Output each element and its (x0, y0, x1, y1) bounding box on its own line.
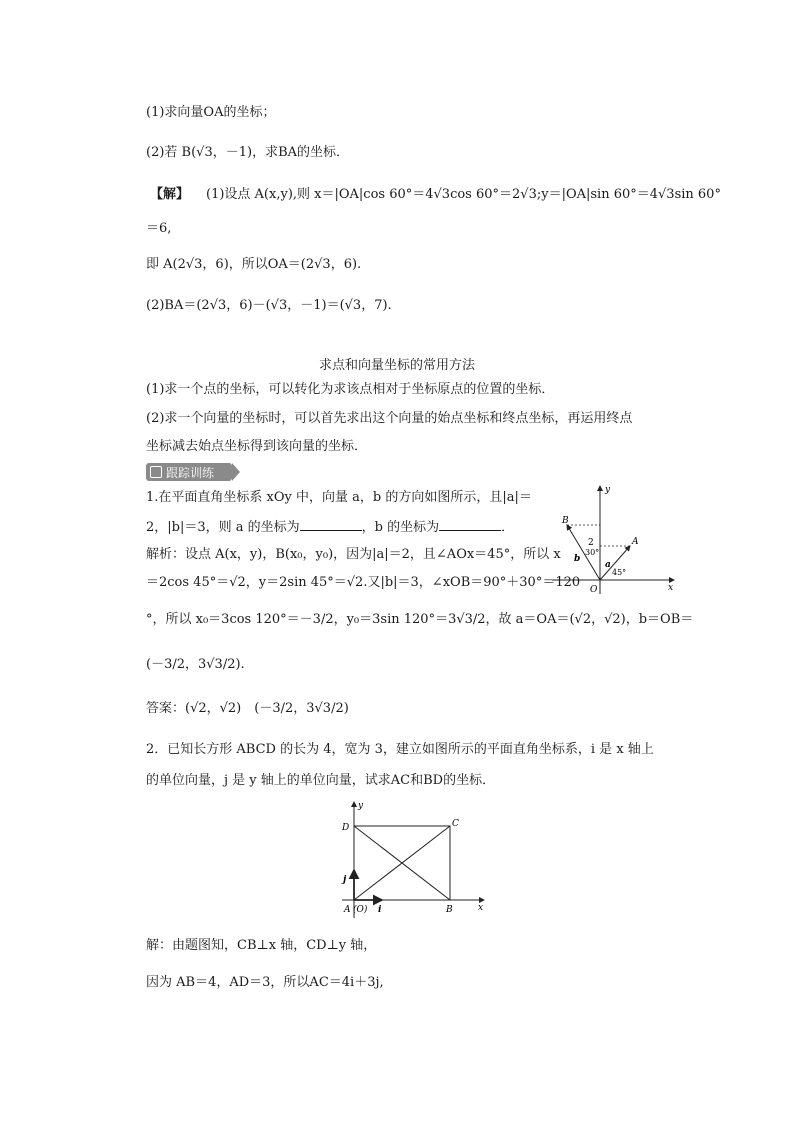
rectangle-figure-2 (338, 798, 488, 920)
answer-blank-a (300, 518, 362, 531)
vector-figure-1 (548, 482, 678, 598)
problem-1b: 2，|b|＝3，则 a 的坐标为 ，b 的坐标为 ． (146, 520, 515, 535)
problem-2a: 2．已知长方形 ABCD 的长为 4，宽为 3，建立如图所示的平面直角坐标系，i 是 x 轴上 (146, 742, 654, 757)
solution-2a: 解：由题图知，CB⊥x 轴，CD⊥y 轴， (146, 938, 377, 953)
answer-1: 答案：(√2，√2) (－3/2，3√3/2) (146, 701, 349, 716)
problem-1a: 1.在平面直角坐标系 xOy 中，向量 a，b 的方向如图所示，且|a|＝ (146, 490, 532, 505)
angle-30-label: 30° (585, 548, 600, 557)
length-label: 2 (588, 538, 594, 548)
point-d-label: D (342, 823, 350, 833)
y-axis-label: y (605, 485, 611, 495)
problem-2b: 的单位向量，j 是 y 轴上的单位向量，试求AC和BD的坐标． (146, 773, 496, 788)
method-title: 求点和向量坐标的常用方法 (318, 358, 475, 373)
point-a-label: A (632, 537, 639, 547)
method-2a: (2)求一个向量的坐标时，可以首先求出这个向量的始点坐标和终点坐标，再运用终点 (146, 411, 633, 426)
point-c-label: C (452, 819, 459, 829)
origin-label: O (590, 585, 598, 595)
unit-i-label: i (378, 905, 382, 915)
analysis-1a: 解析：设点 A(x，y)，B(x₀，y₀)，因为|a|＝2，且∠AOx＝45°，所以 x (146, 547, 561, 562)
x-axis-label: x (478, 903, 484, 913)
solution-1b: ＝6, (146, 221, 172, 236)
point-b-label: B (562, 516, 569, 526)
edit-icon (150, 466, 162, 478)
solution-1c: 即 A(2√3，6)，所以OA＝(2√3，6). (146, 257, 362, 272)
question-1: (1)求向量OA的坐标； (146, 105, 276, 120)
point-b-label: B (446, 905, 453, 915)
solution-2b: 因为 AB＝4，AD＝3，所以AC＝4i＋3j, (146, 975, 384, 990)
practice-badge (146, 463, 232, 481)
practice-badge-label: 跟踪训练 (166, 465, 215, 480)
answer-blank-b (439, 518, 501, 531)
point-a-label: A (344, 905, 351, 915)
vector-b-label: b (574, 554, 581, 564)
origin-label: (O) (353, 905, 368, 915)
unit-j-label: j (343, 875, 347, 885)
solution-label: 【解】 (150, 187, 190, 202)
analysis-1c: °，所以 x₀＝3cos 120°＝－3/2，y₀＝3sin 120°＝3√3/2，故 a＝OA＝(√2，√2)，b＝OB＝ (146, 612, 694, 627)
method-1: (1)求一个点的坐标，可以转化为求该点相对于坐标原点的位置的坐标． (146, 382, 555, 397)
solution-1a: (1)设点 A(x,y),则 x＝|OA|cos 60°＝4√3cos 60°＝2√3;y＝|OA|sin 60°＝4√3sin 60° (206, 187, 721, 202)
analysis-1d: (－3/2，3√3/2). (146, 657, 245, 672)
question-2: (2)若 B(√3，－1)，求BA的坐标． (146, 145, 350, 160)
method-2b: 坐标减去始点坐标得到该向量的坐标． (146, 439, 368, 454)
angle-45-label: 45° (612, 568, 627, 577)
vector-a-label: a (605, 560, 611, 570)
y-axis-label: y (358, 801, 364, 811)
x-axis-label: x (668, 583, 674, 593)
analysis-1b: ＝2cos 45°＝√2，y＝2sin 45°＝√2.又|b|＝3，∠xOB＝90°＋30°＝120 (146, 575, 581, 590)
solution-2: (2)BA＝(2√3，6)－(√3，－1)＝(√3，7). (146, 298, 392, 313)
